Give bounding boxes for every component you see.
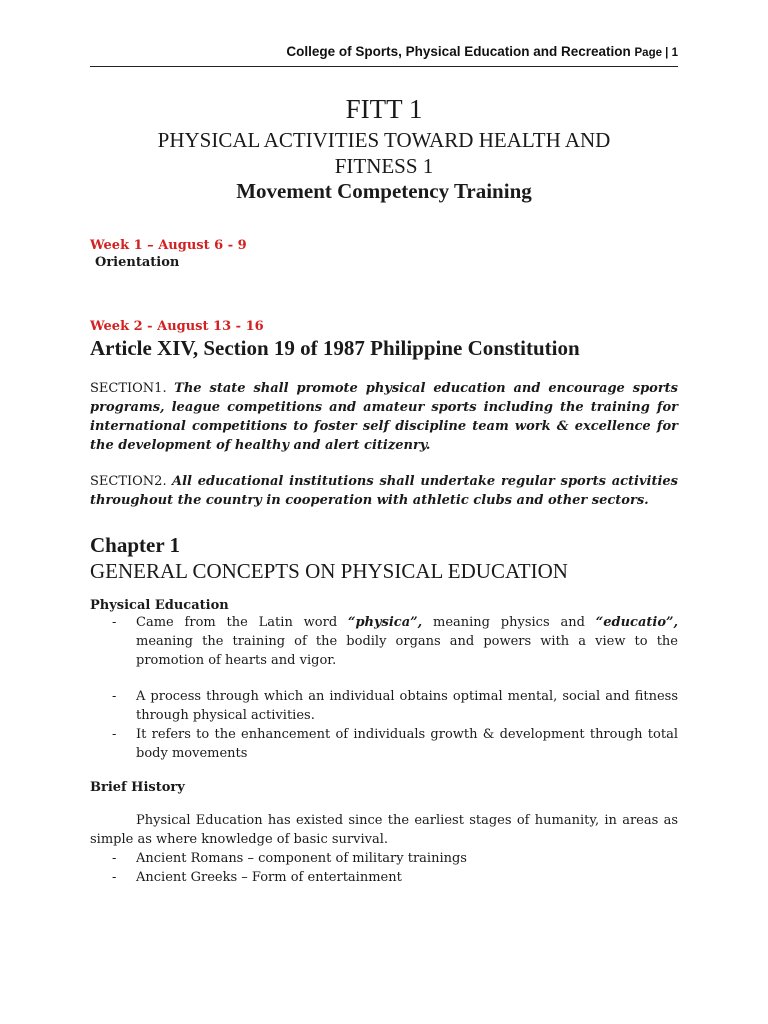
list-item: - A process through which an individual obtains optimal mental, social and fitness through physical activities. (90, 687, 678, 725)
document-body (90, 92, 678, 887)
section2-label: SECTION2. (90, 474, 167, 489)
section1-label: SECTION1. (90, 381, 167, 396)
article-heading: Article XIV, Section 19 of 1987 Philippine Constitution (90, 336, 580, 360)
list-item: - Ancient Greeks – Form of entertainment (90, 868, 678, 887)
pe-definition-list (90, 613, 678, 763)
latin-term-physica: “physica”, (347, 615, 423, 630)
history-heading: Brief History (90, 780, 185, 795)
page-number: Page | 1 (634, 47, 678, 59)
list-item: - Ancient Romans – component of military trainings (90, 849, 678, 868)
page-header (90, 44, 678, 59)
section1-paragraph (90, 379, 678, 455)
course-title-line1: PHYSICAL ACTIVITIES TOWARD HEALTH AND (157, 128, 611, 152)
latin-term-educatio: “educatio”, (595, 615, 678, 630)
history-list (90, 849, 678, 887)
document-title: FITT 1 (345, 94, 423, 124)
week1-label: Week 1 – August 6 - 9 (90, 238, 247, 253)
chapter-title: GENERAL CONCEPTS ON PHYSICAL EDUCATION (90, 559, 568, 583)
section2-text: All educational institutions shall undertake regular sports activities throughout the country in cooperation with athletic clubs and other sectors. (90, 474, 678, 508)
college-name: College of Sports, Physical Education and Recreation (286, 44, 631, 59)
course-title-line2: FITNESS 1 (334, 154, 434, 178)
section1-text: The state shall promote physical education and encourage sports programs, league competitions and amateur sports including the training for international competitions to foster self discipline team work & excellence for the development of healthy and alert citizenry. (90, 381, 678, 453)
list-item: - It refers to the enhancement of individuals growth & development through total body movements (90, 725, 678, 763)
chapter-label: Chapter 1 (90, 533, 181, 557)
list-item: - Came from the Latin word “physica”, meaning physics and “educatio”, meaning the training of the bodily organs and powers with a view to the promotion of hearts and vigor. (90, 613, 678, 670)
course-subtitle: Movement Competency Training (236, 179, 532, 203)
section2-paragraph (90, 472, 678, 510)
week1-topic: Orientation (95, 255, 180, 270)
pe-heading: Physical Education (90, 598, 229, 613)
week2-label: Week 2 - August 13 - 16 (90, 319, 264, 334)
header-divider (90, 66, 678, 67)
history-paragraph: Physical Education has existed since the earliest stages of humanity, in areas as simple as where knowledge of basic survival. (90, 813, 678, 847)
